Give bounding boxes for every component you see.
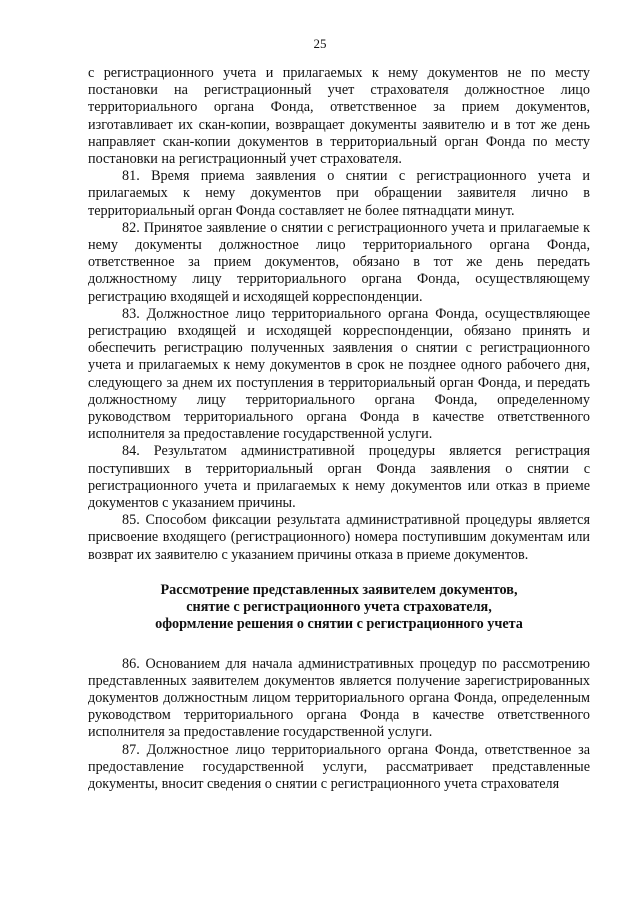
- paragraph-85: 85. Способом фиксации результата административной процедуры является присвоение входящего (регистрационного) номера поступившим документам или возврат их заявителю с указанием причины отказа в приеме документов.: [88, 512, 590, 563]
- section-heading-line-1: Рассмотрение представленных заявителем документов,: [160, 581, 518, 598]
- page-number: 25: [313, 36, 327, 51]
- paragraph-84: 84. Результатом административной процедуры является регистрация поступивших в территориальный орган Фонда заявления о снятии с регистрационного учета и прилагаемых к нему документов или отказ в приеме документов с указанием причины.: [88, 443, 590, 512]
- document-body: [88, 65, 590, 793]
- paragraph-87: 87. Должностное лицо территориального органа Фонда, ответственное за предоставление государственной услуги, рассматривает представленные документы, вносит сведения о снятии с регистрационного учета страхователя: [88, 741, 590, 792]
- section-heading: [88, 582, 590, 634]
- paragraph-82: 82. Принятое заявление о снятии с регистрационного учета и прилагаемые к нему документы должностное лицо территориального органа Фонда, ответственное за прием документов, обязано в тот же день передать должностному лицу территориального органа Фонда, осуществляющему регистрацию входящей и исходящей корреспонденции.: [88, 219, 590, 305]
- section-heading-line-2: снятие с регистрационного учета страхователя,: [186, 599, 492, 616]
- paragraph-83: 83. Должностное лицо территориального органа Фонда, осуществляющее регистрацию входящей и исходящей корреспонденции, обязано принять и обеспечить регистрацию полученных заявления о снятии с регистрационного учета и прилагаемых к нему документов в срок не позднее одного рабочего дня, следующего за днем их поступления в территориальный орган Фонда, и передать должностному лицу территориального органа Фонда, определенному руководством территориального органа Фонда в качестве ответственного исполнителя за предоставление государственной услуги.: [88, 305, 590, 443]
- paragraph-81: 81. Время приема заявления о снятии с регистрационного учета и прилагаемых к нему документов при обращении заявителя лично в территориальный орган Фонда составляет не более пятнадцати минут.: [88, 168, 590, 219]
- paragraph-86: 86. Основанием для начала административных процедур по рассмотрению представленных заявителем документов является получение зарегистрированных документов должностным лицом территориального органа Фонда, определенным руководством территориального органа Фонда в качестве ответственного исполнителя за предоставление государственной услуги.: [88, 655, 590, 741]
- section-heading-line-3: оформление решения о снятии с регистрационного учета: [155, 616, 523, 633]
- paragraph-80-continuation: с регистрационного учета и прилагаемых к нему документов не по месту постановки на регистрационный учет страхователя должностное лицо территориального органа Фонда, ответственное за прием документов, изготавливает их скан-копии, возвращает документы заявителю и в тот же день направляет скан-копии документов в территориальный орган Фонда по месту постановки на регистрационный учет страхователя.: [88, 65, 590, 168]
